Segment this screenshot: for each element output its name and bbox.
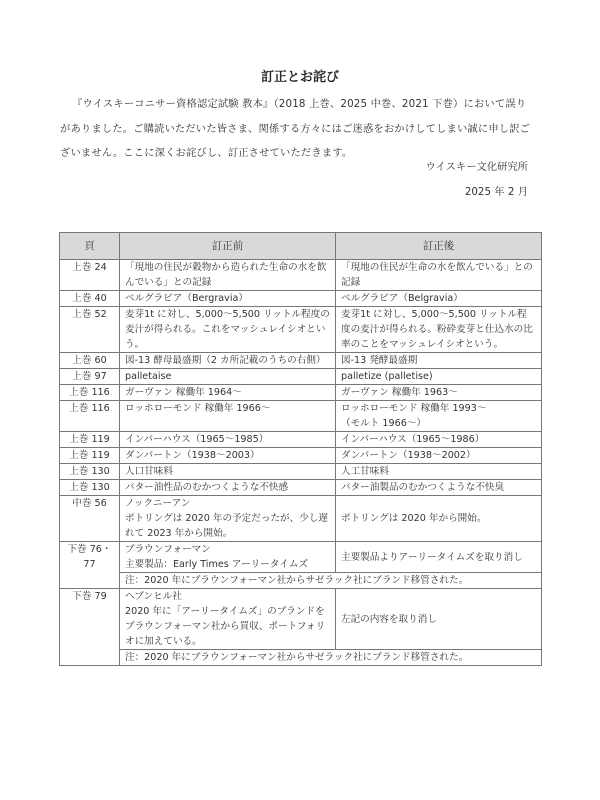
table-row bbox=[60, 385, 542, 401]
before-text-2: 主要製品：Early Times アーリータイムズ bbox=[125, 559, 309, 570]
note-cell: 注：2020 年にブラウンフォーマン社からサゼラック社にブランド移管された。 bbox=[120, 650, 542, 666]
after-cell bbox=[336, 448, 542, 464]
before-cell bbox=[120, 401, 336, 432]
table-row bbox=[60, 589, 542, 650]
header-before: 訂正前 bbox=[120, 233, 336, 260]
before-text: ヘブンヒル社 bbox=[125, 591, 182, 602]
page-cell: 上巻 97 bbox=[60, 369, 120, 385]
table-header bbox=[60, 233, 542, 260]
after-cell bbox=[336, 480, 542, 496]
before-text: ガーヴァン 稼働年 1964～ bbox=[125, 387, 242, 398]
before-cell bbox=[120, 480, 336, 496]
intro-paragraph: 『ウイスキーコニサー資格認定試験 教本』（2018 上巻、2025 中巻、2021 下巻）において誤りがありました。ご購読いただいた皆さま、関係する方々にはご迷惑をおかけしてしまい誠に申し訳ございません。ここに深くお詫びし、訂正させていただきます。 bbox=[60, 98, 531, 159]
note-row bbox=[60, 650, 542, 666]
after-cell bbox=[336, 432, 542, 448]
after-text: palletize (palletise) bbox=[341, 371, 433, 382]
before-text: 「現地の住民が穀物から造られた生命の水を飲んでいる」との記録 bbox=[125, 262, 327, 288]
after-cell bbox=[336, 589, 542, 650]
after-cell bbox=[336, 542, 542, 573]
table-row bbox=[60, 353, 542, 369]
page-cell: 上巻 130 bbox=[60, 464, 120, 480]
before-text: ベルグラビア（Bergravia） bbox=[125, 293, 248, 304]
after-text: 図-13 発酵最盛期 bbox=[341, 355, 418, 366]
before-text: ノックニーアン bbox=[125, 498, 191, 509]
after-text: ロッホローモンド 稼働年 1993～ bbox=[341, 403, 487, 414]
page-cell: 上巻 119 bbox=[60, 448, 120, 464]
before-text-2: 2020 年に「アーリータイムズ」のブランドをブラウンフォーマン社から買収、ポートフォリオに加えている。 bbox=[125, 606, 326, 647]
after-cell bbox=[336, 496, 542, 542]
after-text: ベルグラビア（Belgravia） bbox=[341, 293, 463, 304]
page-cell: 上巻 24 bbox=[60, 260, 120, 291]
before-cell bbox=[120, 448, 336, 464]
table-row bbox=[60, 542, 542, 573]
header-after: 訂正後 bbox=[336, 233, 542, 260]
after-text: インバーハウス（1965～1986） bbox=[341, 434, 485, 445]
table-row bbox=[60, 260, 542, 291]
after-text: 左記の内容を取り消し bbox=[341, 613, 437, 625]
after-cell bbox=[336, 401, 542, 432]
before-text: インバーハウス（1965～1985） bbox=[125, 434, 269, 445]
before-text: ダンバートン（1938～2003） bbox=[125, 450, 260, 461]
after-cell bbox=[336, 353, 542, 369]
after-text: 麦芽1t に対し、5,000～5,500 リットル程度の麦汁が得られる。粉砕麦芽と仕込水の比率のことをマッシュレイシオという。 bbox=[341, 309, 533, 350]
page-cell: 上巻 130 bbox=[60, 480, 120, 496]
note-row bbox=[60, 573, 542, 589]
page-cell: 上巻 119 bbox=[60, 432, 120, 448]
after-text: 人工甘味料 bbox=[341, 466, 389, 477]
before-cell bbox=[120, 353, 336, 369]
after-text: ボトリングは 2020 年から開始。 bbox=[341, 513, 487, 524]
before-text-2: ボトリングは 2020 年の予定だったが、少し遅れて 2023 年から開始。 bbox=[125, 513, 329, 539]
header-page: 頁 bbox=[60, 233, 120, 260]
before-text: ブラウンフォーマン bbox=[125, 544, 211, 555]
table-row bbox=[60, 464, 542, 480]
note-cell: 注：2020 年にブラウンフォーマン社からサゼラック社にブランド移管された。 bbox=[120, 573, 542, 589]
before-text: ロッホローモンド 稼働年 1966～ bbox=[125, 403, 271, 414]
before-cell bbox=[120, 307, 336, 353]
after-text: ダンバートン（1938～2002） bbox=[341, 450, 476, 461]
before-cell bbox=[120, 464, 336, 480]
table-row bbox=[60, 401, 542, 432]
before-cell bbox=[120, 260, 336, 291]
before-cell bbox=[120, 542, 336, 573]
page-cell: 上巻 52 bbox=[60, 307, 120, 353]
before-text: 麦芽1t に対し、5,000～5,500 リットル程度の麦汁が得られる。これをマッシュレイシオという。 bbox=[125, 309, 330, 350]
before-cell bbox=[120, 432, 336, 448]
before-cell bbox=[120, 496, 336, 542]
date: 2025 年 2 月 bbox=[464, 186, 528, 198]
page-cell: 下巻 76・77 bbox=[60, 542, 120, 589]
page-cell: 上巻 116 bbox=[60, 385, 120, 401]
after-cell bbox=[336, 260, 542, 291]
after-text-2: （モルト 1966～） bbox=[341, 418, 427, 429]
table-row bbox=[60, 496, 542, 542]
corrections-table bbox=[59, 232, 542, 666]
before-cell bbox=[120, 589, 336, 650]
before-text: 人口甘味料 bbox=[125, 466, 173, 477]
after-text: ガーヴァン 稼働年 1963～ bbox=[341, 387, 458, 398]
page-cell: 上巻 40 bbox=[60, 291, 120, 307]
table-row bbox=[60, 432, 542, 448]
table-row bbox=[60, 291, 542, 307]
page-cell: 上巻 116 bbox=[60, 401, 120, 432]
after-text: 主要製品よりアーリータイムズを取り消し bbox=[341, 551, 523, 563]
table-row bbox=[60, 369, 542, 385]
table-row bbox=[60, 307, 542, 353]
page-cell: 上巻 60 bbox=[60, 353, 120, 369]
organization: ウイスキー文化研究所 bbox=[425, 161, 528, 173]
after-cell bbox=[336, 385, 542, 401]
page-cell: 中巻 56 bbox=[60, 496, 120, 542]
after-cell bbox=[336, 369, 542, 385]
after-text: 「現地の住民が生命の水を飲んでいる」との記録 bbox=[341, 262, 533, 288]
before-text: palletaise bbox=[125, 371, 172, 382]
table-row bbox=[60, 448, 542, 464]
after-cell bbox=[336, 291, 542, 307]
before-cell bbox=[120, 385, 336, 401]
after-cell bbox=[336, 464, 542, 480]
before-cell bbox=[120, 291, 336, 307]
after-text: バター油製品のむかつくような不快臭 bbox=[341, 482, 505, 493]
table-row bbox=[60, 480, 542, 496]
before-text: バター油性品のむかつくような不快感 bbox=[125, 482, 289, 493]
before-text: 図-13 酵母最盛期（2 カ所記載のうちの右側） bbox=[125, 355, 326, 366]
page-cell: 下巻 79 bbox=[60, 589, 120, 666]
before-cell bbox=[120, 369, 336, 385]
page-title: 訂正とお詫び bbox=[260, 70, 339, 85]
after-cell bbox=[336, 307, 542, 353]
